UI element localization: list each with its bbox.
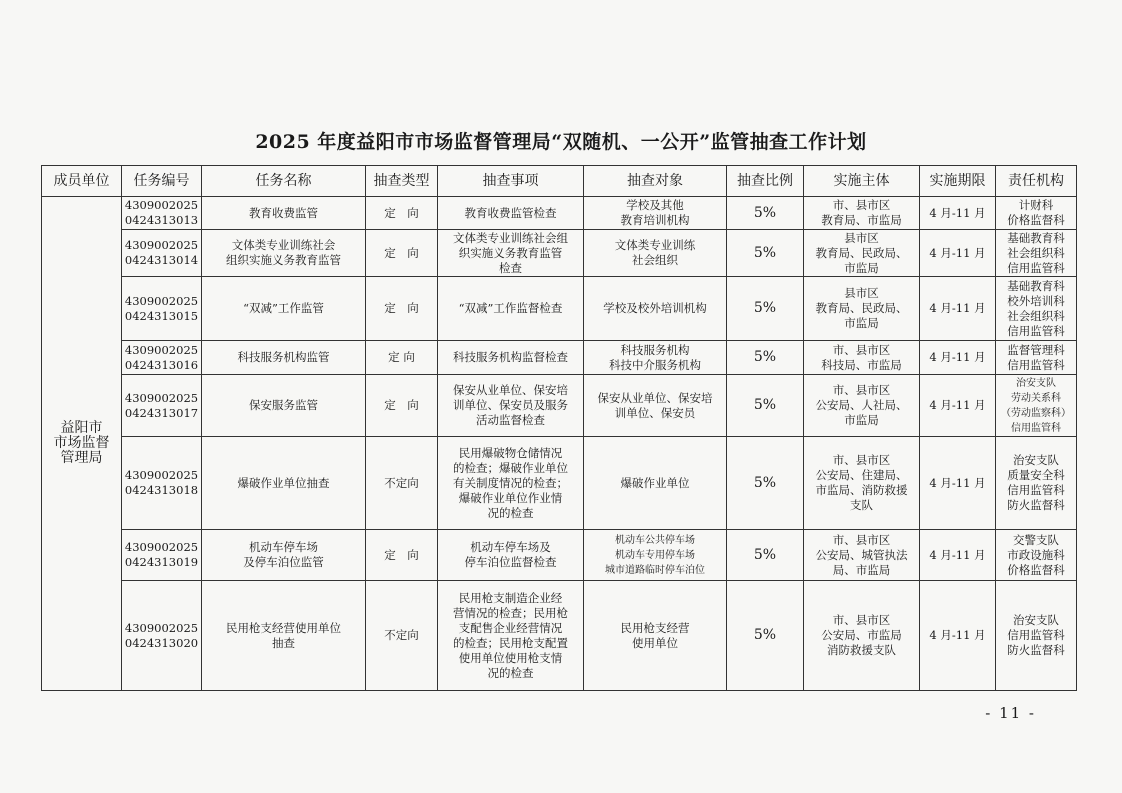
check-item-cell: 民用爆破物仓储情况 的检查；爆破作业单位 有关制度情况的检查； 爆破作业单位作业情 况的检查 [438,437,584,530]
header-implementer: 实施主体 [804,166,920,197]
header-member-unit: 成员单位 [42,166,122,197]
inspection-plan-table [41,165,1077,691]
period-cell: 4 月-11 月 [920,277,996,341]
check-item-cell: 科技服务机构监督检查 [438,341,584,375]
period-cell: 4 月-11 月 [920,341,996,375]
responsible-dept-cell: 交警支队 市政设施科 价格监督科 [996,530,1077,581]
header-check-item: 抽查事项 [438,166,584,197]
task-name-cell: 保安服务监管 [202,375,366,437]
check-ratio-cell: 5% [727,277,804,341]
table-header-row [42,166,1077,197]
implementer-cell: 县市区 教育局、民政局、 市监局 [804,277,920,341]
task-name-cell: 机动车停车场 及停车泊位监管 [202,530,366,581]
implementer-cell: 市、县市区 公安局、住建局、 市监局、消防救援 支队 [804,437,920,530]
implementer-cell: 市、县市区 教育局、市监局 [804,197,920,230]
task-name-cell: 教育收费监管 [202,197,366,230]
task-code-cell: 4309002025 0424313019 [122,530,202,581]
implementer-cell: 市、县市区 科技局、市监局 [804,341,920,375]
header-check-type: 抽查类型 [366,166,438,197]
member-unit-cell: 益阳市 市场监督 管理局 [42,197,122,691]
check-target-cell: 学校及其他 教育培训机构 [584,197,727,230]
header-check-target: 抽查对象 [584,166,727,197]
check-target-cell: 机动车公共停车场 机动车专用停车场 城市道路临时停车泊位 [584,530,727,581]
task-name-cell: 爆破作业单位抽查 [202,437,366,530]
check-item-cell: 文体类专业训练社会组 织实施义务教育监管 检查 [438,230,584,277]
implementer-cell: 市、县市区 公安局、城管执法 局、市监局 [804,530,920,581]
check-target-cell: 科技服务机构 科技中介服务机构 [584,341,727,375]
check-target-cell: 民用枪支经营 使用单位 [584,581,727,691]
document-title: 2025 年度益阳市市场监督管理局“双随机、一公开”监管抽查工作计划 [255,131,867,153]
task-code-cell: 4309002025 0424313015 [122,277,202,341]
check-target-cell: 爆破作业单位 [584,437,727,530]
check-item-cell: “双减”工作监督检查 [438,277,584,341]
responsible-dept-cell: 治安支队 劳动关系科 （劳动监察科） 信用监管科 [996,375,1077,437]
check-ratio-cell: 5% [727,230,804,277]
responsible-dept-cell: 监督管理科 信用监管科 [996,341,1077,375]
check-item-cell: 教育收费监管检查 [438,197,584,230]
check-ratio-cell: 5% [727,197,804,230]
table-row [42,197,1077,230]
header-responsible-dept: 责任机构 [996,166,1077,197]
period-cell: 4 月-11 月 [920,530,996,581]
check-type-cell: 不定向 [366,437,438,530]
task-name-cell: “双减”工作监管 [202,277,366,341]
table-row [42,341,1077,375]
task-code-cell: 4309002025 0424313017 [122,375,202,437]
responsible-dept-cell: 计财科 价格监督科 [996,197,1077,230]
table-row [42,437,1077,530]
table-row [42,375,1077,437]
header-task-name: 任务名称 [202,166,366,197]
responsible-dept-cell: 基础教育科 社会组织科 信用监管科 [996,230,1077,277]
check-ratio-cell: 5% [727,530,804,581]
task-code-cell: 4309002025 0424313013 [122,197,202,230]
header-check-ratio: 抽查比例 [727,166,804,197]
check-target-cell: 保安从业单位、保安培 训单位、保安员 [584,375,727,437]
header-period: 实施期限 [920,166,996,197]
check-ratio-cell: 5% [727,581,804,691]
check-ratio-cell: 5% [727,341,804,375]
implementer-cell: 市、县市区 公安局、人社局、 市监局 [804,375,920,437]
table-row [42,581,1077,691]
period-cell: 4 月-11 月 [920,230,996,277]
check-item-cell: 保安从业单位、保安培 训单位、保安员及服务 活动监督检查 [438,375,584,437]
page-number: - 11 - [985,704,1036,722]
period-cell: 4 月-11 月 [920,197,996,230]
check-type-cell: 不定向 [366,581,438,691]
task-name-cell: 民用枪支经营使用单位 抽查 [202,581,366,691]
check-type-cell: 定 向 [366,341,438,375]
check-ratio-cell: 5% [727,375,804,437]
task-code-cell: 4309002025 0424313018 [122,437,202,530]
implementer-cell: 县市区 教育局、民政局、 市监局 [804,230,920,277]
task-code-cell: 4309002025 0424313014 [122,230,202,277]
period-cell: 4 月-11 月 [920,375,996,437]
task-code-cell: 4309002025 0424313020 [122,581,202,691]
implementer-cell: 市、县市区 公安局、市监局 消防救援支队 [804,581,920,691]
check-type-cell: 定 向 [366,375,438,437]
header-task-code: 任务编号 [122,166,202,197]
task-code-cell: 4309002025 0424313016 [122,341,202,375]
table-row [42,230,1077,277]
check-target-cell: 文体类专业训练 社会组织 [584,230,727,277]
check-type-cell: 定 向 [366,197,438,230]
responsible-dept-cell: 治安支队 质量安全科 信用监管科 防火监督科 [996,437,1077,530]
check-ratio-cell: 5% [727,437,804,530]
period-cell: 4 月-11 月 [920,437,996,530]
period-cell: 4 月-11 月 [920,581,996,691]
task-name-cell: 文体类专业训练社会 组织实施义务教育监管 [202,230,366,277]
table-row [42,530,1077,581]
check-item-cell: 机动车停车场及 停车泊位监督检查 [438,530,584,581]
check-type-cell: 定 向 [366,530,438,581]
responsible-dept-cell: 基础教育科 校外培训科 社会组织科 信用监管科 [996,277,1077,341]
check-type-cell: 定 向 [366,277,438,341]
check-type-cell: 定 向 [366,230,438,277]
task-name-cell: 科技服务机构监管 [202,341,366,375]
table-row [42,277,1077,341]
check-item-cell: 民用枪支制造企业经 营情况的检查；民用枪 支配售企业经营情况 的检查；民用枪支配置 使用单位使用枪支情 况的检查 [438,581,584,691]
responsible-dept-cell: 治安支队 信用监管科 防火监督科 [996,581,1077,691]
check-target-cell: 学校及校外培训机构 [584,277,727,341]
